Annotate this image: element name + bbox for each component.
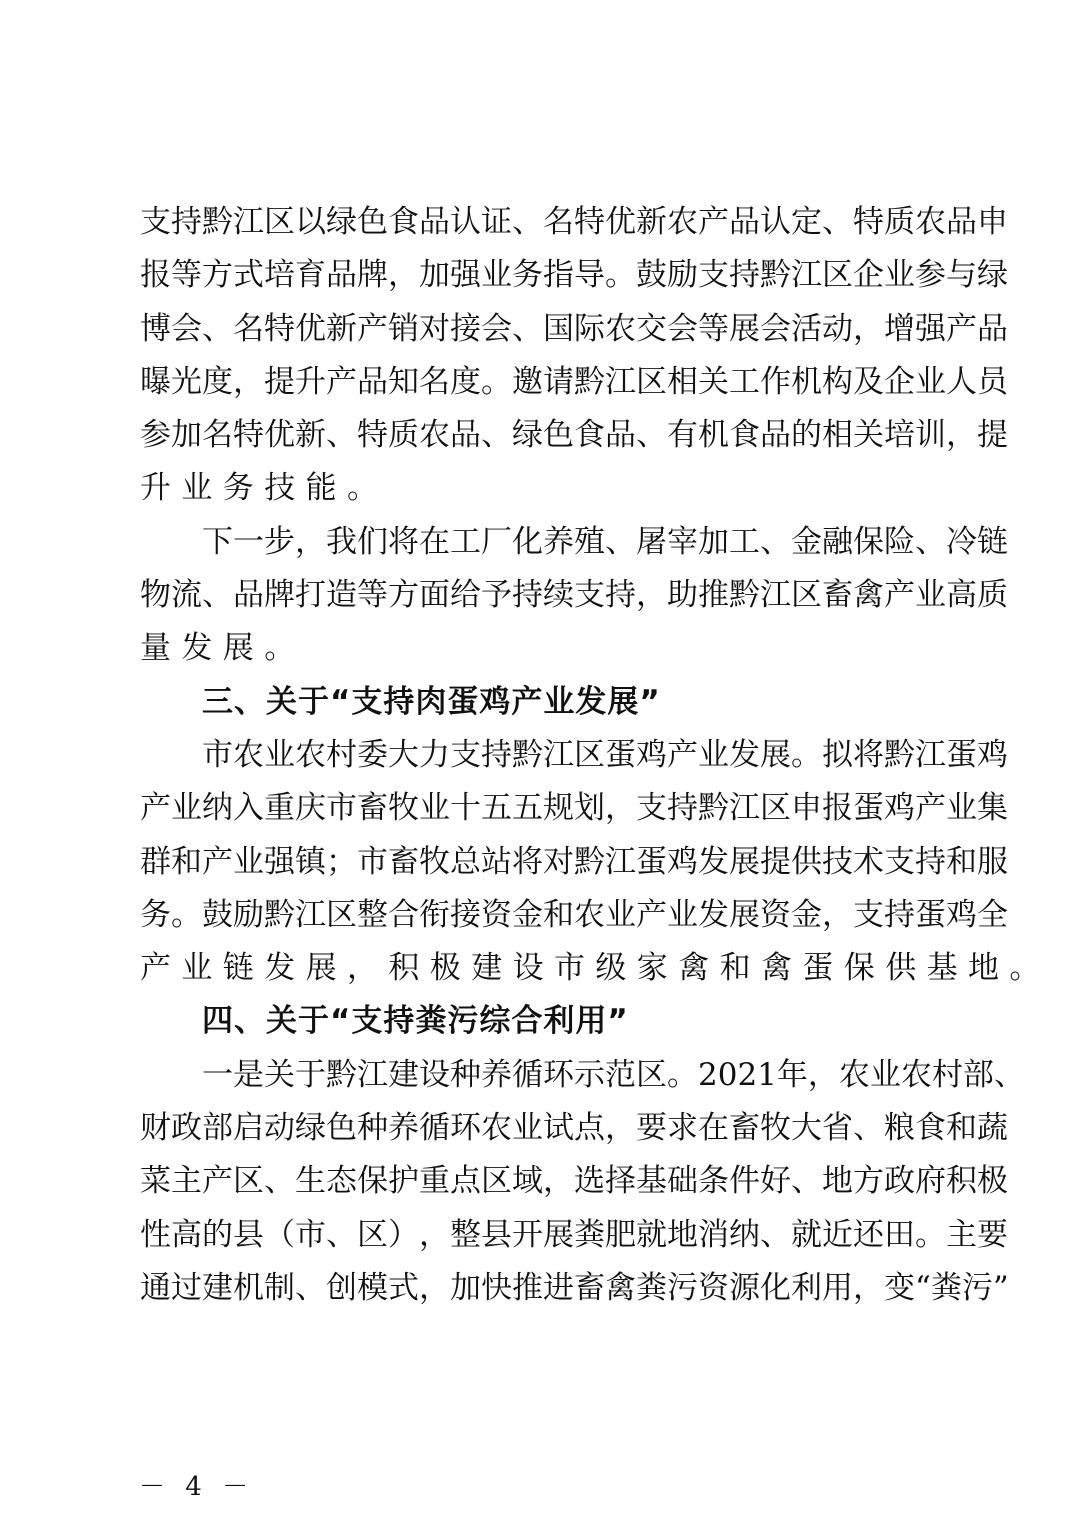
text-line: 市 农 业 农 村 委 大 力 支 持 黔 江 区 蛋 鸡 产 业 发 展 。 拟 将 黔 江 蛋 鸡 [202,736,1008,773]
text-line: 量发展。 [140,630,306,667]
text-line: 支 持 黔 江 区 以 绿 色 食 品 认 证 、 名 特 优 新 农 产 品 认 定 、 特 质 农 品 申 [140,204,1008,240]
section-heading: 三、关于“支持肉蛋鸡产业发展” [202,683,661,720]
text-line: 财 政 部 启 动 绿 色 种 养 循 环 农 业 试 点 ， 要 求 在 畜 牧 大 省 、 粮 食 和 蔬 [140,1110,1008,1147]
text-line: 务 。 鼓 励 黔 江 区 整 合 衔 接 资 金 和 农 业 产 业 发 展 资 金 ， 支 持 蛋 鸡 全 [140,896,1008,933]
text-line: 参 加 名 特 优 新 、 特 质 农 品 、 绿 色 食 品 、 有 机 食 品 的 相 关 培 训 ， 提 [140,417,1008,454]
text-line: 博 会 、 名 特 优 新 产 销 对 接 会 、 国 际 农 交 会 等 展 会 活 动 ， 增 强 产 品 [140,310,1008,347]
text-line: 性 高 的 县 （ 市 、 区 ） ， 整 县 开 展 粪 肥 就 地 消 纳 、 就 近 还 田 。 主 要 [140,1216,1008,1253]
document-body [140,196,1051,1315]
text-line: 一 是 关 于 黔 江 建 设 种 养 循 环 示 范 区 。 2021 年 ， 农 业 农 村 部 、 [202,1056,1025,1093]
text-line: 下 一 步 ， 我 们 将 在 工 厂 化 养 殖 、 屠 宰 加 工 、 金 融 保 险 、 冷 链 [202,523,1008,560]
text-line: 群 和 产 业 强 镇 ； 市 畜 牧 总 站 将 对 黔 江 蛋 鸡 发 展 提 供 技 术 支 持 和 服 [140,843,1008,880]
text-line: 升业务技能。 [140,470,389,507]
text-line: 产 业 纳 入 重 庆 市 畜 牧 业 十 五 五 规 划 ， 支 持 黔 江 区 申 报 蛋 鸡 产 业 集 [140,790,1008,827]
section-heading: 四、关于“支持粪污综合利用” [202,1003,629,1040]
text-line: 物 流 、 品 牌 打 造 等 方 面 给 予 持 续 支 持 ， 助 推 黔 江 区 畜 禽 产 业 高 质 [140,577,1008,614]
text-line: 曝 光 度 ， 提 升 产 品 知 名 度 。 邀 请 黔 江 区 相 关 工 作 机 构 及 企 业 人 员 [140,363,1008,400]
text-line: 产业链发展，积极建设市级家禽和禽蛋保供基地。 [140,950,1051,987]
page-number: － 4 － [139,1472,255,1502]
text-line: 通 过 建 机 制 、 创 模 式 ， 加 快 推 进 畜 禽 粪 污 资 源 化 利 用 ， 变 “ 粪 污 ” [140,1269,1009,1306]
text-line: 菜 主 产 区 、 生 态 保 护 重 点 区 域 ， 选 择 基 础 条 件 好 、 地 方 政 府 积 极 [140,1163,1008,1200]
text-line: 报 等 方 式 培 育 品 牌 ， 加 强 业 务 指 导 。 鼓 励 支 持 黔 江 区 企 业 参 与 绿 [140,257,1008,294]
